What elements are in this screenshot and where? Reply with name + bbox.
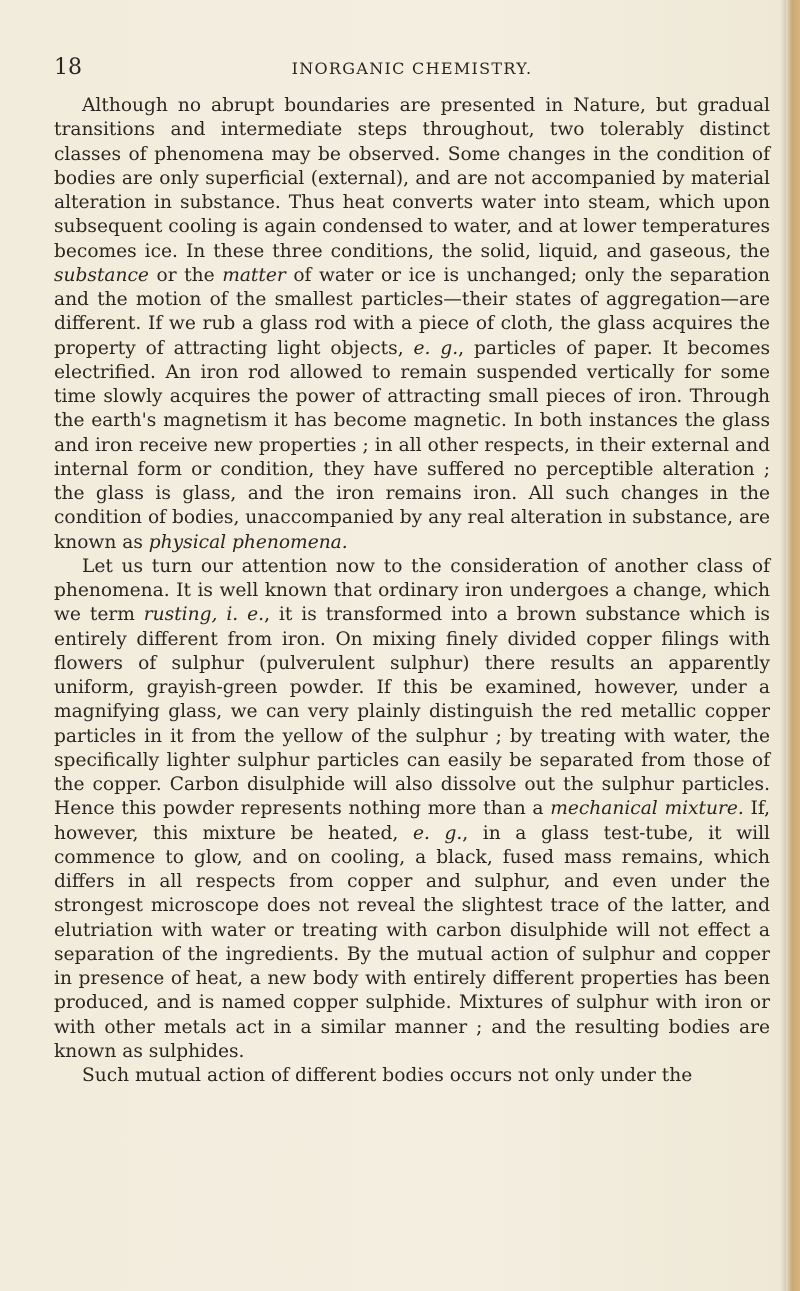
text-run: Such mutual action of different bodies occurs not only under the <box>82 1065 693 1086</box>
page-edge <box>786 0 800 1291</box>
italic-term: matter <box>222 264 286 286</box>
body-text <box>54 94 770 1088</box>
text-run: , it is transformed into a brown substance which is entirely different from iron. On mixing finely divided copper filings with flowers of sulphur (pulverulent sulphur) there results an apparently uniform, grayish-green powder. If this be examined, however, under a magnifying glass, we can very plainly distinguish the red metallic copper particles in it from the yellow of the sulphur ; by treating with water, the specifically lighter sulphur particles can easily be separated from those of the copper. Carbon disulphide will also dissolve out the sulphur particles. Hence this powder represents nothing more than a <box>54 604 770 820</box>
italic-term: rusting, i. e. <box>143 604 265 626</box>
text-run: , particles of paper. It becomes electrified. An iron rod allowed to remain suspended vertically for some time slowly acquires the power of attracting small pieces of iron. Through the earth's magnetism it has become magnetic. In both instances the glass and iron receive new properties ; in all other respects, in their external and internal form or condition, they have suffered no perceptible alteration ; the glass is glass, and the iron remains iron. All such changes in the condition of bodies, unaccompanied by any real alteration in substance, are known as <box>54 337 771 553</box>
paragraph <box>54 94 770 555</box>
italic-term: e. g. <box>412 822 463 844</box>
italic-term: mechanical mixture. <box>550 798 744 820</box>
text-run: of water or ice is unchanged; only the separation and the motion of the smallest particles—their states of aggregation—are different. If we rub a glass rod with a piece of cloth, the glass acquires the property of attracting light objects, <box>54 264 770 359</box>
text-run: Let us turn our attention now to the consideration of another class of phenomena. It is well known that ordinary iron undergoes a change, which we term <box>54 555 770 626</box>
italic-term: e. g. <box>413 337 459 359</box>
paragraph <box>54 1064 770 1088</box>
text-run: , in a glass test-tube, it will commence to glow, and on cooling, a black, fused mass remains, which differs in all respects from copper and sulphur, and even under the strongest microscope does not reveal the slightest trace of the latter, and elutriation with water or treating with carbon disulphide will not effect a separation of the ingredients. By the mutual action of sulphur and copper in presence of heat, a new body with entirely different properties has been produced, and is named copper sulphide. Mixtures of sulphur with iron or with other metals act in a similar manner ; and the resulting bodies are known as sulphides. <box>54 822 770 1062</box>
page-number: 18 <box>54 55 82 80</box>
text-run: If, however, this mixture be heated, <box>54 798 770 844</box>
text-run: Although no abrupt boundaries are presented in Nature, but gradual transitions and intermediate steps throughout, two tolerably distinct classes of phenomena may be observed. Some changes in the condition of bodies are only superficial (external), and are not accompanied by material alteration in substance. Thus heat converts water into steam, which upon subsequent cooling is again condensed to water, and at lower temperatures becomes ice. In these three conditions, the solid, liquid, and gaseous, the <box>54 95 770 262</box>
paragraph <box>54 555 770 1064</box>
page-header <box>54 56 770 80</box>
running-title: INORGANIC CHEMISTRY. <box>291 59 533 78</box>
text-run: or the <box>148 264 223 286</box>
italic-term: substance <box>54 264 149 286</box>
italic-term: physical phenomena. <box>148 531 348 553</box>
